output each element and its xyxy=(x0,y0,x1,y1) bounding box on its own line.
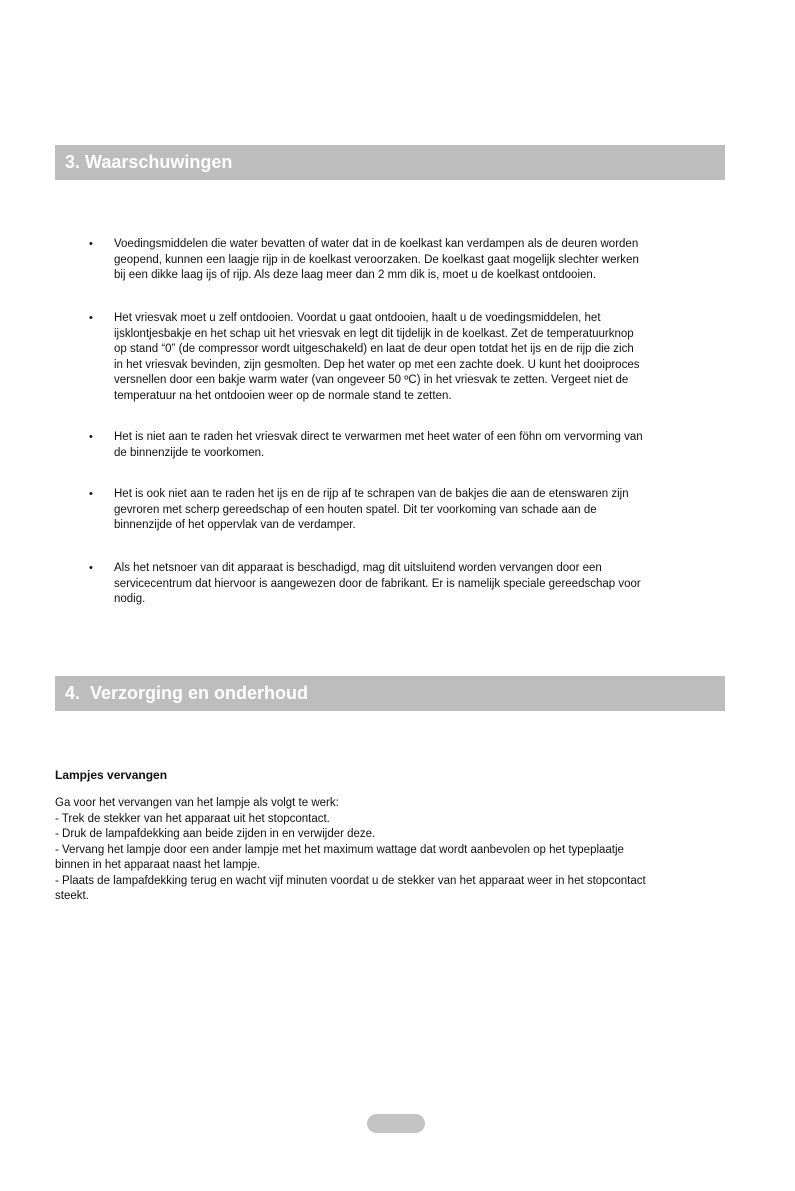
warning-line: servicecentrum dat hiervoor is aangewezen door de fabrikant. Er is namelijk speciale gereedschap voor xyxy=(114,577,641,590)
bullet-icon: • xyxy=(89,238,93,250)
bullet-icon: • xyxy=(89,312,93,324)
instruction-line: - Druk de lampafdekking aan beide zijden in en verwijder deze. xyxy=(55,828,376,840)
warning-line: versnellen door een bakje warm water (van ongeveer 50 ºC) in het vriesvak te zetten. Vergeet niet de xyxy=(114,374,629,386)
warning-line: temperatuur na het ontdooien weer op de normale stand te zetten. xyxy=(114,389,452,402)
warning-line: Het is niet aan te raden het vriesvak direct te verwarmen met heet water of een föhn om vervorming van xyxy=(114,431,643,443)
section-3-header: 3. Waarschuwingen xyxy=(55,145,725,180)
warning-line: Voedingsmiddelen die water bevatten of water dat in de koelkast kan verdampen als de deuren worden xyxy=(114,238,639,250)
warning-line: gevroren met scherp gereedschap of een houten spatel. Dit ter voorkoming van schade aan de xyxy=(114,503,597,516)
warning-item xyxy=(89,237,696,284)
instruction-line: - Plaats de lampafdekking terug en wacht vijf minuten voordat u de stekker van het apparaat weer in het stopcontact xyxy=(55,874,646,887)
subheading-lamp-replacement: Lampjes vervangen xyxy=(55,768,168,782)
lamp-instructions xyxy=(55,796,695,905)
warning-item xyxy=(89,487,696,534)
warning-item xyxy=(89,430,696,461)
instruction-line: Ga voor het vervangen van het lampje als volgt te werk: xyxy=(55,797,339,809)
instruction-line: - Vervang het lampje door een ander lampje met het maximum wattage dat wordt aanbevolen op het typeplaatje xyxy=(55,843,624,856)
warning-item xyxy=(89,561,696,608)
bullet-icon: • xyxy=(89,488,93,500)
bullet-icon: • xyxy=(89,562,93,574)
section-4-header: 4. Verzorging en onderhoud xyxy=(55,676,725,711)
warning-line: op stand “0” (de compressor wordt uitgeschakeld) en laat de deur open totdat het ijs en de rijp die zich xyxy=(114,343,634,355)
warning-line: de binnenzijde te voorkomen. xyxy=(114,446,265,459)
warning-line: geopend, kunnen een laagje rijp in de koelkast veroorzaken. De koelkast gaat mogelijk slechter werken xyxy=(114,253,639,266)
warning-line: Het is ook niet aan te raden het ijs en de rijp af te schrapen van de bakjes die aan de etenswaren zijn xyxy=(114,488,629,500)
warning-line: Het vriesvak moet u zelf ontdooien. Voordat u gaat ontdooien, haalt u de voedingsmiddelen, het xyxy=(114,312,601,324)
warning-line: Als het netsnoer van dit apparaat is beschadigd, mag dit uitsluitend worden vervangen door een xyxy=(114,562,602,574)
instruction-line: steekt. xyxy=(55,890,89,902)
bullet-icon: • xyxy=(89,431,93,443)
warning-line: binnenzijde of het oppervlak van de verdamper. xyxy=(114,519,356,531)
instruction-line: binnen in het apparaat naast het lampje. xyxy=(55,859,261,871)
warning-item xyxy=(89,311,696,404)
warning-line: in het vriesvak bevinden, zijn gesmolten. Dep het water op met een zachte doek. U kunt het dooiproces xyxy=(114,358,640,371)
warning-line: nodig. xyxy=(114,593,146,605)
page-number-pill xyxy=(367,1114,425,1133)
warning-line: bij een dikke laag ijs of rijp. Als deze laag meer dan 2 mm dik is, moet u de koelkast ontdooien. xyxy=(114,269,596,281)
warning-line: ijsklontjesbakje en het schap uit het vriesvak en legt dit tijdelijk in de koelkast. Zet de temperatuurknop xyxy=(114,327,634,340)
instruction-line: - Trek de stekker van het apparaat uit het stopcontact. xyxy=(55,812,330,825)
